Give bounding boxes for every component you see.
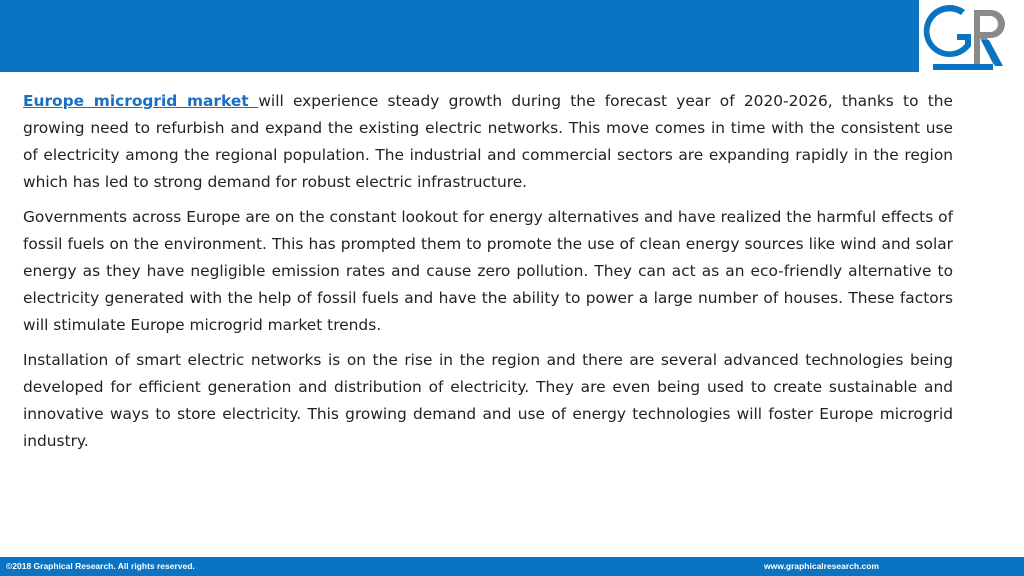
paragraph-intro — [23, 88, 953, 196]
header-bar — [0, 0, 1024, 72]
paragraph-governments: Governments across Europe are on the constant lookout for energy alternatives and have realized the harmful effects of fossil fuels on the environment. This has prompted them to promote the use of clean energy sources like wind and solar energy as they have negligible emission rates and cause zero pollution. They can act as an eco-friendly alternative to electricity generated with the help of fossil fuels and have the ability to power a large number of houses. These factors will stimulate Europe microgrid market trends. — [23, 208, 953, 334]
footer-bar — [0, 557, 1024, 576]
europe-microgrid-market-link[interactable]: Europe microgrid market — [23, 92, 259, 110]
graphical-research-logo-icon — [919, 0, 1024, 74]
article-content — [23, 88, 953, 463]
copyright-text: ©2018 Graphical Research. All rights reserved. — [6, 561, 195, 571]
brand-logo[interactable] — [919, 0, 1024, 74]
website-link[interactable]: www.graphicalresearch.com — [764, 561, 879, 571]
paragraph-intro-text: will experience steady growth during the forecast year of 2020-2026, thanks to the growing need to refurbish and expand the existing electric networks. This move comes in time with the consistent use of electricity among the regional population. The industrial and commercial sectors are expanding rapidly in the region which has led to strong demand for robust electric infrastructure. — [23, 92, 953, 191]
paragraph-smart-networks: Installation of smart electric networks is on the rise in the region and there are several advanced technologies being developed for efficient generation and distribution of electricity. They are even being used to create sustainable and innovative ways to store electricity. This growing demand and use of energy technologies will foster Europe microgrid industry. — [23, 351, 953, 450]
